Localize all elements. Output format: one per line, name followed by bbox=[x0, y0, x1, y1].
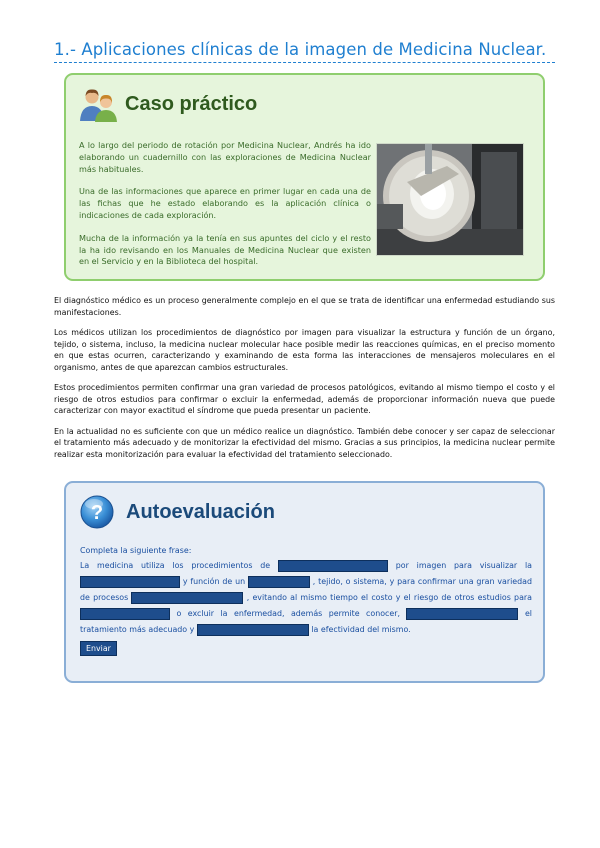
body-paragraph: El diagnóstico médico es un proceso generalmente complejo en el que se trata de identificar una enfermedad estudiando sus manifestaciones. bbox=[54, 296, 555, 317]
self-evaluation-question bbox=[80, 544, 532, 656]
case-study-box bbox=[64, 73, 545, 281]
title-divider bbox=[54, 62, 555, 63]
fill-in-sentence bbox=[80, 558, 532, 638]
question-intro: Completa la siguiente frase: bbox=[80, 546, 192, 555]
case-study-text bbox=[79, 140, 371, 279]
sentence-text: la efectividad del mismo. bbox=[311, 625, 411, 634]
two-people-icon bbox=[79, 87, 119, 123]
sentence-text: el tratamiento más adecuado y bbox=[80, 609, 532, 634]
blank-input-5[interactable] bbox=[80, 608, 170, 620]
sentence-text: , evitando al mismo tiempo el costo y el riesgo de otros estudios para bbox=[246, 593, 532, 602]
main-content bbox=[54, 295, 555, 469]
sentence-text: o excluir la enfermedad, además permite conocer, bbox=[176, 609, 400, 618]
case-study-paragraph: Mucha de la información ya la tenía en sus apuntes del ciclo y el resto la ha ido revisando en los Manuales de Medicina Nuclear que existen en el Servicio y en la Biblioteca del hospital. bbox=[79, 232, 371, 267]
svg-text:?: ? bbox=[90, 502, 104, 524]
blank-input-6[interactable] bbox=[406, 608, 518, 620]
page-title: 1.- Aplicaciones clínicas de la imagen de Medicina Nuclear. bbox=[54, 40, 547, 59]
body-paragraph: En la actualidad no es suficiente con que un médico realice un diagnóstico. También debe conocer y ser capaz de seleccionar el tratamiento más adecuado y de monitorizar la efectividad del mismo. Gracias a sus principios, la medicina nuclear permite realizar esta monitorización para evaluar la efectividad del tratamiento seleccionado. bbox=[54, 426, 555, 459]
submit-button[interactable]: Enviar bbox=[80, 641, 117, 656]
question-icon bbox=[80, 495, 114, 529]
sentence-text: y función de un bbox=[182, 577, 246, 586]
sentence-text: por imagen para visualizar la bbox=[395, 561, 532, 570]
sentence-text: , tejido, o sistema, y para confirmar una gran variedad de procesos bbox=[80, 577, 533, 602]
case-study-paragraph: A lo largo del periodo de rotación por Medicina Nuclear, Andrés ha ido elaborando un cuadernillo con las exploraciones de Medicina Nuclear más habituales. bbox=[79, 140, 371, 174]
sentence-text: La medicina utiliza los procedimientos de bbox=[80, 561, 271, 570]
pet-scanner-photo bbox=[376, 143, 524, 256]
body-paragraph: Los médicos utilizan los procedimientos de diagnóstico por imagen para visualizar la estructura y función de un órgano, tejido, o sistema, incluso, la medicina nuclear molecular hace posible medir las reacciones químicas, en el preciso momento en que estas ocurren, caracterizando y examinando de esta forma las interacciones de mensajeros moleculares en el organismo, antes de que aparezcan cambios estructurales. bbox=[54, 328, 555, 372]
blank-input-3[interactable] bbox=[248, 576, 310, 588]
body-paragraph: Estos procedimientos permiten confirmar una gran variedad de procesos patológicos, evitando al mismo tiempo el costo y el riesgo de otros estudios para confirmar o excluir la enfermedad, además de proporcionar información nueva que puede caracterizar con mayor exactitud el síndrome que pueda presentar un paciente. bbox=[54, 383, 555, 415]
case-study-paragraph: Una de las informaciones que aparece en primer lugar en cada una de las fichas que he estado elaborando es la aplicación clínica o indicaciones de cada exploración. bbox=[79, 186, 371, 220]
self-evaluation-title: Autoevaluación bbox=[126, 501, 275, 523]
blank-input-7[interactable] bbox=[197, 624, 309, 636]
blank-input-2[interactable] bbox=[80, 576, 180, 588]
blank-input-1[interactable] bbox=[278, 560, 388, 572]
case-study-title: Caso práctico bbox=[125, 93, 258, 115]
blank-input-4[interactable] bbox=[131, 592, 243, 604]
self-evaluation-box bbox=[64, 481, 545, 683]
